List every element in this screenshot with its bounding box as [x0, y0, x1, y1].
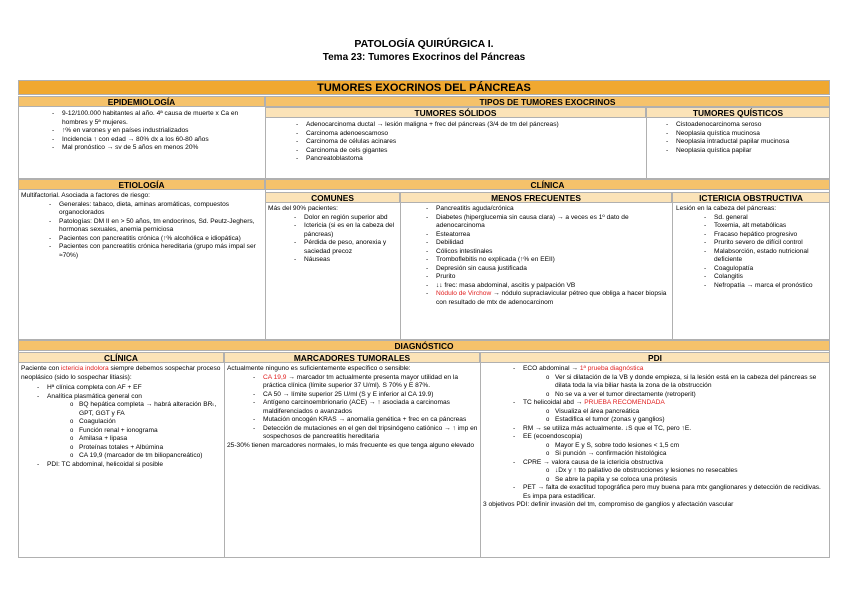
menos-frecuentes-content: [404, 205, 670, 307]
epidemiologia-title: EPIDEMIOLOGÍA: [18, 96, 265, 107]
document-subtitle: Tema 23: Tumores Exocrinos del Páncreas: [322, 52, 526, 63]
ictericia-intro: Lesión en la cabeza del páncreas:: [676, 205, 777, 212]
marcadores-title: MARCADORES TUMORALES: [224, 352, 480, 363]
document-title: PATOLOGÍA QUIRÚRGICA I.: [354, 38, 494, 50]
comun-item: - Ictericia (si es en la cabeza del páncreas): [304, 222, 398, 239]
solido-item: - Adenocarcinoma ductal → lesión maligna + frec del páncreas (3/4 de tm del páncreas): [306, 121, 642, 130]
cpre-item: - CPRE → valora causa de la ictericia obstructiva: [523, 459, 828, 468]
comunes-content: [268, 205, 398, 265]
dx-clinica-intro: [21, 365, 222, 382]
menos-item: - Esteatorrea: [436, 231, 670, 240]
marcador-item: - Mutación oncogén KRAS → anomalía genética + frec en ca páncreas: [263, 416, 478, 425]
etio-item: - Pacientes con pancreatitis crónica (↑% alcohólica e idiopática): [59, 235, 263, 244]
marcadores-note: 25-30% tienen marcadores normales, lo más frecuente es que tenga alguno elevado: [227, 441, 475, 449]
menos-item: - Pancreatitis aguda/crónica: [436, 205, 670, 214]
virchow-item: [436, 290, 670, 307]
virchow-text: → nódulo supraclavicular pétreo que obliga a hacer biopsia con resultado de mtx de adenocarcinom: [436, 290, 667, 306]
pdi-sub-item: o Se abre la papila y se coloca una prótesis: [555, 476, 828, 485]
ee-item: - EE (ecoendoscopia): [523, 433, 828, 442]
menos-item: - Debilidad: [436, 239, 670, 248]
comunes-intro: Más del 90% pacientes:: [268, 205, 339, 212]
virchow-label: Nódulo de Virchow: [436, 290, 492, 297]
menos-frecuentes-title: MENOS FRECUENTES: [400, 192, 672, 203]
quistico-item: - Neoplasia quística papilar: [676, 147, 828, 156]
pdi-title: PDI: [480, 352, 830, 363]
quistico-item: - Neoplasia quística mucinosa: [676, 130, 828, 139]
epidemiologia-content: [30, 110, 262, 153]
pdi-content: [483, 365, 828, 510]
analitica-item: o Coagulación: [79, 418, 222, 427]
ictericia-content: [676, 205, 828, 290]
quisticos-content: [650, 121, 828, 155]
ictericia-indolora: ictericia indolora: [60, 365, 109, 372]
epi-item: - Mal pronóstico → sv de 5 años en menos 20%: [62, 144, 262, 153]
solido-item: - Pancreatoblastoma: [306, 155, 642, 164]
analitica-item: o Función renal + ionograma: [79, 427, 222, 436]
ca199-label: CA 19,9: [263, 373, 287, 381]
pdi-objetivos: 3 objetivos PDI: definir invasión del tm, compromiso de ganglios y afectación vascular: [483, 501, 734, 508]
dx-item: - Hª clínica completa con AF + EF: [47, 384, 222, 393]
solidos-content: [270, 121, 642, 164]
epi-item: - Incidencia ↑ con edad → 80% dx a los 60-80 años: [62, 136, 262, 145]
icter-item: - Toxemia, alt metabólicas: [714, 222, 828, 231]
comun-item: - Náuseas: [304, 256, 398, 265]
marcador-item: - Antígeno carcinoembrionario (ACE) → ↑ asociada a carcinomas maldiferenciados o avanzados: [263, 399, 478, 416]
menos-item: - Cólicos intestinales: [436, 248, 670, 257]
solido-item: - Carcinoma de células acinares: [306, 138, 642, 147]
pet-item: - PET → falta de exactitud topográfica pero muy buena para mtx ganglionares y detección de recidivas. Es impa para estadificar.: [523, 484, 828, 501]
pdi-sub-item: o ↓Dx y ↑ tto paliativo de obstrucciones y lesiones no resecables: [555, 467, 828, 476]
solidos-title: TUMORES SÓLIDOS: [265, 107, 646, 118]
comunes-title: COMUNES: [265, 192, 400, 203]
quistico-item: - Neoplasia intraductal papilar mucinosa: [676, 138, 828, 147]
eco-item: [523, 365, 828, 374]
analitica-item: o CA 19,9 (marcador de tm biliopancreático): [79, 452, 222, 461]
analitica-item: o Amilasa + lipasa: [79, 435, 222, 444]
dx-clinica-content: [21, 365, 222, 469]
menos-item: - Prurito: [436, 273, 670, 282]
etiologia-title: ETIOLOGÍA: [18, 179, 265, 190]
main-title-bar: TUMORES EXOCRINOS DEL PÁNCREAS: [18, 80, 830, 95]
pdi-sub-item: o No se va a ver el tumor directamente (retroperit): [555, 391, 828, 400]
rm-item: - RM → se utiliza más actualmente. ↓S que el TC, pero ↑E.: [523, 425, 828, 434]
etio-item: - Patologías: DM II en > 50 años, tm endocrinos, Sd. Peutz-Jeghers, hormonas sexuales, anemia perniciosa: [59, 218, 263, 235]
marcador-item: - CA 50 → límite superior 25 U/ml (S y E inferior al CA 19.9): [263, 391, 478, 400]
epi-item: - 9-12/100.000 habitantes al año. 4ª causa de muerte x Ca en hombres y 5ª mujeres.: [62, 110, 262, 127]
icter-item: - Fracaso hepático progresivo: [714, 231, 828, 240]
comun-item: - Pérdida de peso, anorexia y saciedad precoz: [304, 239, 398, 256]
menos-item: - Tromboflebitis no explicada (↑% en EEII): [436, 256, 670, 265]
eco-text: ECO abdominal →: [523, 365, 580, 372]
etiologia-content: [21, 192, 263, 260]
tc-item: [523, 399, 828, 408]
tc-text: TC helicoidal abd →: [523, 399, 585, 406]
marcador-item: - Detección de mutaciones en el gen del tripsinógeno catiónico → ↑ imp en sospechosos de pancreatitis hereditaria: [263, 425, 478, 442]
pdi-sub-item: o Ver si dilatación de la VB y donde empieza, si la lesión está en la cabeza del páncreas se dilata toda la vía biliar hasta la zona de la obstrucción: [555, 374, 828, 391]
etio-item: - Generales: tabaco, dieta, aminas aromáticas, compuestos organoclorados: [59, 201, 263, 218]
menos-item: - Depresión sin causa justificada: [436, 265, 670, 274]
dx-item: - PDI: TC abdominal, helicoidal si posible: [47, 461, 222, 470]
solido-item: - Carcinoma adenoescamoso: [306, 130, 642, 139]
epi-item: - ↑% en varones y en países industrializados: [62, 127, 262, 136]
icter-item: - Malabsorción, estado nutricional deficiente: [714, 248, 828, 265]
dx-clinica-title: CLÍNICA: [18, 352, 224, 363]
icter-item: - Colangitis: [714, 273, 828, 282]
comun-item: - Dolor en región superior abd: [304, 214, 398, 223]
quistico-item: - Cistoadenocarcinoma seroso: [676, 121, 828, 130]
ca199-text: → marcador tm actualmente presenta mayor utilidad en la práctica clínica (límite superior 37 U/ml). S 70% y E 87%.: [263, 373, 458, 389]
icter-item: - Sd. general: [714, 214, 828, 223]
clinica-title: CLÍNICA: [265, 179, 830, 190]
marcadores-content: [227, 365, 478, 450]
menos-item: - Diabetes (hiperglucemia sin causa clara) → a veces es 1º dato de adenocarcinoma: [436, 214, 670, 231]
intro-part: Paciente con: [21, 365, 61, 372]
ictericia-title: ICTERICIA OBSTRUCTIVA: [672, 192, 830, 203]
intro-part: siempre debemos sospechar proceso neoplásico (sido lo sospechar litiasis):: [21, 365, 221, 381]
tc-highlight: PRUEBA RECOMENDADA: [584, 399, 665, 406]
tipos-title: TIPOS DE TUMORES EXOCRINOS: [265, 96, 830, 107]
pdi-sub-item: o Si punción → confirmación histológica: [555, 450, 828, 459]
analitica-item: o BQ hepática completa → habrá alteración BRₜ, GPT, GGT y FA: [79, 401, 222, 418]
diagnostico-title: DIAGNÓSTICO: [18, 340, 830, 351]
marcadores-intro: Actualmente ninguno es suficientemente específico o sensible:: [227, 365, 411, 372]
pdi-sub-item: o Estadifica el tumor (zonas y ganglios): [555, 416, 828, 425]
icter-item: - Coagulopatía: [714, 265, 828, 274]
etiologia-intro: Multifactorial. Asociada a factores de riesgo:: [21, 192, 151, 199]
solido-item: - Carcinoma de cels gigantes: [306, 147, 642, 156]
analitica-item: o Proteínas totales + Albúmina: [79, 444, 222, 453]
pdi-sub-item: o Mayor E y S, sobre todo lesiones < 1,5 cm: [555, 442, 828, 451]
eco-highlight: 1ª prueba diagnóstica: [579, 365, 644, 372]
icter-item: - Nefropatía → marca el pronóstico: [714, 282, 828, 291]
quisticos-title: TUMORES QUÍSTICOS: [646, 107, 830, 118]
pdi-sub-item: o Visualiza el área pancreática: [555, 408, 828, 417]
icter-item: - Prurito severo de difícil control: [714, 239, 828, 248]
etio-item: - Pacientes con pancreatitis crónica hereditaria (grupo más impal ser ≈70%): [59, 243, 263, 260]
menos-item: - ↓↓ frec: masa abdominal, ascitis y palpación VB: [436, 282, 670, 291]
dx-item: - Analítica plasmática general con: [47, 393, 222, 402]
ca199-item: [263, 374, 478, 391]
